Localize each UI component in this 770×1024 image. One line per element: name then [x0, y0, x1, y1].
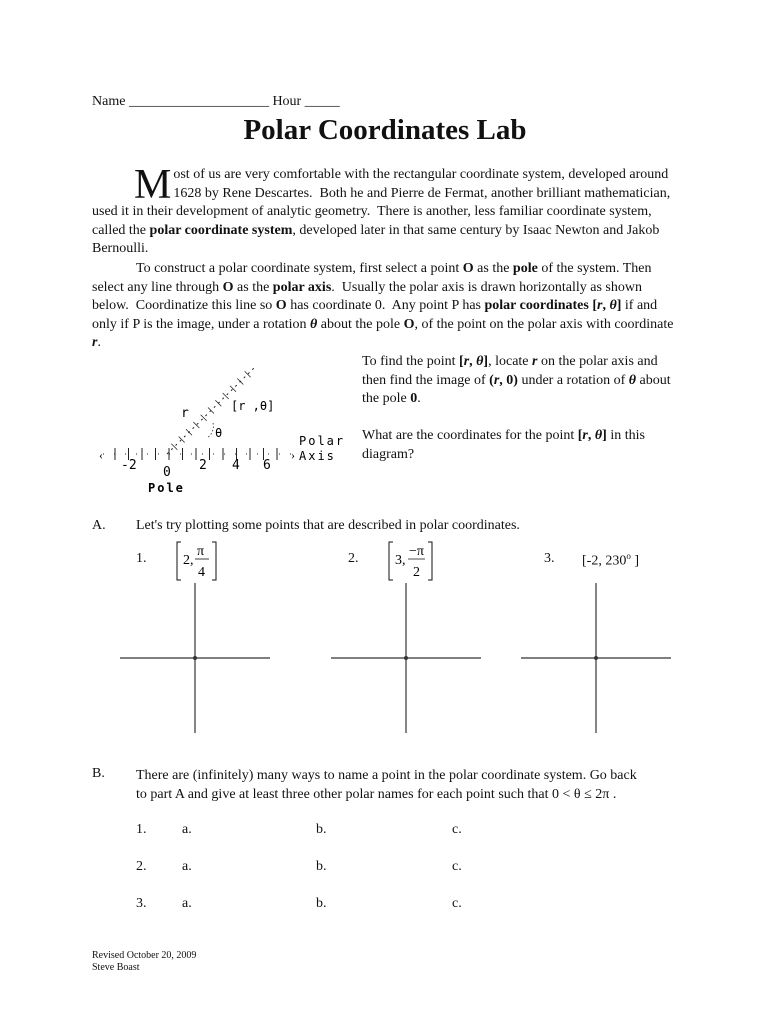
r-label: r	[181, 406, 189, 421]
answer-row-2	[136, 859, 147, 875]
grid-ray	[120, 658, 195, 733]
grid-ray	[596, 658, 671, 733]
item-2-numerator: −π	[409, 544, 424, 559]
point-label: [r ,θ]	[231, 399, 275, 413]
angle-condition: 0 < θ ≤ 2π	[551, 787, 610, 802]
item-3-coordinate	[582, 551, 639, 570]
tick-label: 0	[163, 465, 171, 480]
grid-ray	[541, 658, 596, 733]
part-b-line-1: There are (infinitely) many ways to name a point in the polar coordinate system. Go back	[136, 768, 637, 783]
grid-pole	[404, 656, 408, 660]
axis-label: Axis	[299, 449, 336, 463]
item-1-coordinate	[174, 540, 222, 582]
theta-label: θ	[215, 426, 223, 440]
tick-label: -2	[121, 458, 137, 473]
item-3-number: 3.	[544, 551, 555, 566]
grid-ray	[406, 583, 461, 658]
grid-ray	[596, 583, 651, 658]
grid-ray	[140, 583, 195, 658]
polar-grid-2[interactable]	[331, 583, 481, 733]
item-3-close: ]	[630, 553, 639, 569]
part-b-letter: B.	[92, 766, 105, 781]
ray-tick	[215, 400, 221, 406]
answer-1a[interactable]: a.	[182, 822, 192, 837]
grid-ray	[596, 603, 671, 658]
grid-ray	[521, 658, 596, 686]
polar-grid-3[interactable]	[521, 583, 671, 733]
grid-ray	[195, 658, 223, 733]
pole-label: Pole	[148, 481, 185, 495]
part-b-period: .	[612, 787, 617, 802]
theta-arc	[207, 423, 213, 438]
grid-ray	[120, 658, 195, 713]
answer-2a[interactable]: a.	[182, 859, 192, 874]
answer-3c[interactable]: c.	[452, 896, 462, 911]
grid-ray	[195, 583, 223, 658]
grid-ray	[541, 583, 596, 658]
grid-pole	[193, 656, 197, 660]
ray-tick	[208, 408, 214, 414]
tick-label: 6	[263, 458, 271, 473]
row-number: 1.	[136, 822, 147, 837]
ray-tick	[237, 379, 243, 385]
grid-ray	[120, 603, 195, 658]
grid-ray	[120, 658, 195, 686]
item-2-r: 3,	[395, 553, 406, 568]
hour-blank[interactable]: _____	[304, 94, 340, 109]
answer-2c[interactable]: c.	[452, 859, 462, 874]
grid-ray	[378, 583, 406, 658]
find-point-text: To find the point [r, θ], locate r on the polar axis and then find the image of (r, 0) under a rotation of θ about the pole 0.	[362, 354, 671, 407]
grid-ray	[406, 630, 481, 658]
item-1-number: 1.	[136, 551, 147, 566]
grid-ray	[195, 583, 250, 658]
row-number: 3.	[136, 896, 147, 911]
grid-ray	[195, 583, 270, 658]
answer-3b[interactable]: b.	[316, 896, 327, 911]
part-b-prompt	[136, 766, 637, 804]
tick-label: 4	[232, 458, 240, 473]
answer-row-3	[136, 896, 147, 912]
intro-paragraph	[92, 162, 682, 259]
grid-ray	[331, 658, 406, 713]
answer-3a[interactable]: a.	[182, 896, 192, 911]
grid-ray	[195, 658, 270, 733]
grid-ray	[596, 658, 671, 713]
axis-right-arrow: ›	[291, 448, 295, 462]
polar-label: Polar	[299, 434, 346, 448]
construction-paragraph: To construct a polar coordinate system, first select a point O as the pole of the system. Then select any line through O as the polar axis. Usually the polar axis is drawn horizontally as shown below. Coordinatize this line so O has coordinate 0. Any point P has polar coordinates [r, θ] if and only if P is the image, under a rotation θ about the pole O, of the point on the polar axis with coordinate r.	[92, 261, 674, 351]
answer-1c[interactable]: c.	[452, 822, 462, 837]
grid-ray	[167, 583, 195, 658]
grid-ray	[521, 630, 596, 658]
item-2-denominator: 2	[413, 565, 420, 580]
drop-cap: M	[134, 162, 172, 208]
grid-ray	[378, 658, 406, 733]
axis-ticks	[115, 448, 277, 460]
grid-ray	[331, 603, 406, 658]
diagram-question: What are the coordinates for the point [r, θ] in this diagram?	[362, 428, 645, 462]
item-2-coordinate	[386, 540, 438, 582]
grid-ray	[596, 583, 671, 658]
ray-tick	[186, 429, 192, 435]
grid-ray	[406, 583, 481, 658]
grid-ray	[331, 658, 406, 733]
grid-ray	[351, 583, 406, 658]
grid-ray	[406, 658, 434, 733]
grid-ray	[331, 658, 406, 686]
tick-label: 2	[199, 458, 207, 473]
grid-ray	[167, 658, 195, 733]
grid-ray	[406, 583, 434, 658]
intro-text: ost of us are very comfortable with the rectangular coordinate system, developed around 1628 by Rene Descartes. Both he and Pierre de Fermat, another brilliant mathematician, used it in their development of analytic geometry. There is another, less familiar coordinate system, called the polar coordinate system, developed later in that same century by Isaac Newton and Jakob Bernoulli.	[92, 167, 671, 257]
grid-ray	[195, 603, 270, 658]
answer-2b[interactable]: b.	[316, 859, 327, 874]
grid-ray	[351, 658, 406, 733]
grid-pole	[594, 656, 598, 660]
footer	[92, 950, 196, 974]
grid-ray	[568, 658, 596, 733]
grid-ray	[140, 658, 195, 733]
grid-ray	[120, 583, 195, 658]
ray-tick	[179, 437, 185, 443]
grid-ray	[195, 630, 270, 658]
answer-1b[interactable]: b.	[316, 822, 327, 837]
hour-label: Hour	[272, 94, 302, 109]
ray-tick	[193, 422, 199, 428]
item-1-denominator: 4	[198, 565, 205, 580]
item-1-r: 2,	[183, 553, 194, 568]
grid-ray	[406, 658, 461, 733]
grid-ray	[568, 583, 596, 658]
answer-row-1	[136, 822, 147, 838]
axis-left-arrow: ‹	[99, 448, 103, 462]
part-a-letter: A.	[92, 518, 106, 533]
grid-ray	[596, 658, 671, 686]
grid-ray	[406, 603, 481, 658]
grid-ray	[406, 658, 481, 686]
grid-ray	[596, 583, 624, 658]
grid-ray	[521, 603, 596, 658]
grid-ray	[195, 658, 270, 686]
item-3-text: [-2, 230	[582, 553, 627, 569]
ray-tick	[230, 386, 236, 392]
grid-ray	[406, 658, 481, 713]
grid-ray	[596, 658, 651, 733]
part-b-line-2-text: to part A and give at least three other polar names for each point such that	[136, 787, 549, 802]
grid-ray	[120, 630, 195, 658]
polar-axis-diagram	[95, 355, 365, 500]
grid-ray	[195, 658, 250, 733]
part-b-line-2	[136, 785, 637, 804]
row-number: 2.	[136, 859, 147, 874]
part-a-prompt: Let's try plotting some points that are described in polar coordinates.	[136, 518, 520, 533]
name-blank[interactable]: ____________________	[128, 94, 269, 109]
author-name: Steve Boast	[92, 962, 140, 973]
ray-tick	[245, 371, 251, 377]
revised-date: Revised October 20, 2009	[92, 950, 197, 961]
page-title: Polar Coordinates Lab	[243, 114, 527, 146]
grid-ray	[331, 630, 406, 658]
grid-ray	[596, 630, 671, 658]
grid-ray	[406, 658, 481, 733]
grid-ray	[521, 658, 596, 713]
item-2-number: 2.	[348, 551, 359, 566]
grid-ray	[331, 583, 406, 658]
name-hour-line	[92, 94, 340, 110]
grid-ray	[521, 658, 596, 733]
grid-ray	[521, 583, 596, 658]
grid-ray	[195, 658, 270, 713]
item-1-numerator: π	[197, 544, 205, 559]
grid-ray	[596, 658, 624, 733]
name-label: Name	[92, 94, 126, 109]
polar-grid-1[interactable]	[120, 583, 270, 733]
degree-symbol: o	[626, 551, 631, 561]
